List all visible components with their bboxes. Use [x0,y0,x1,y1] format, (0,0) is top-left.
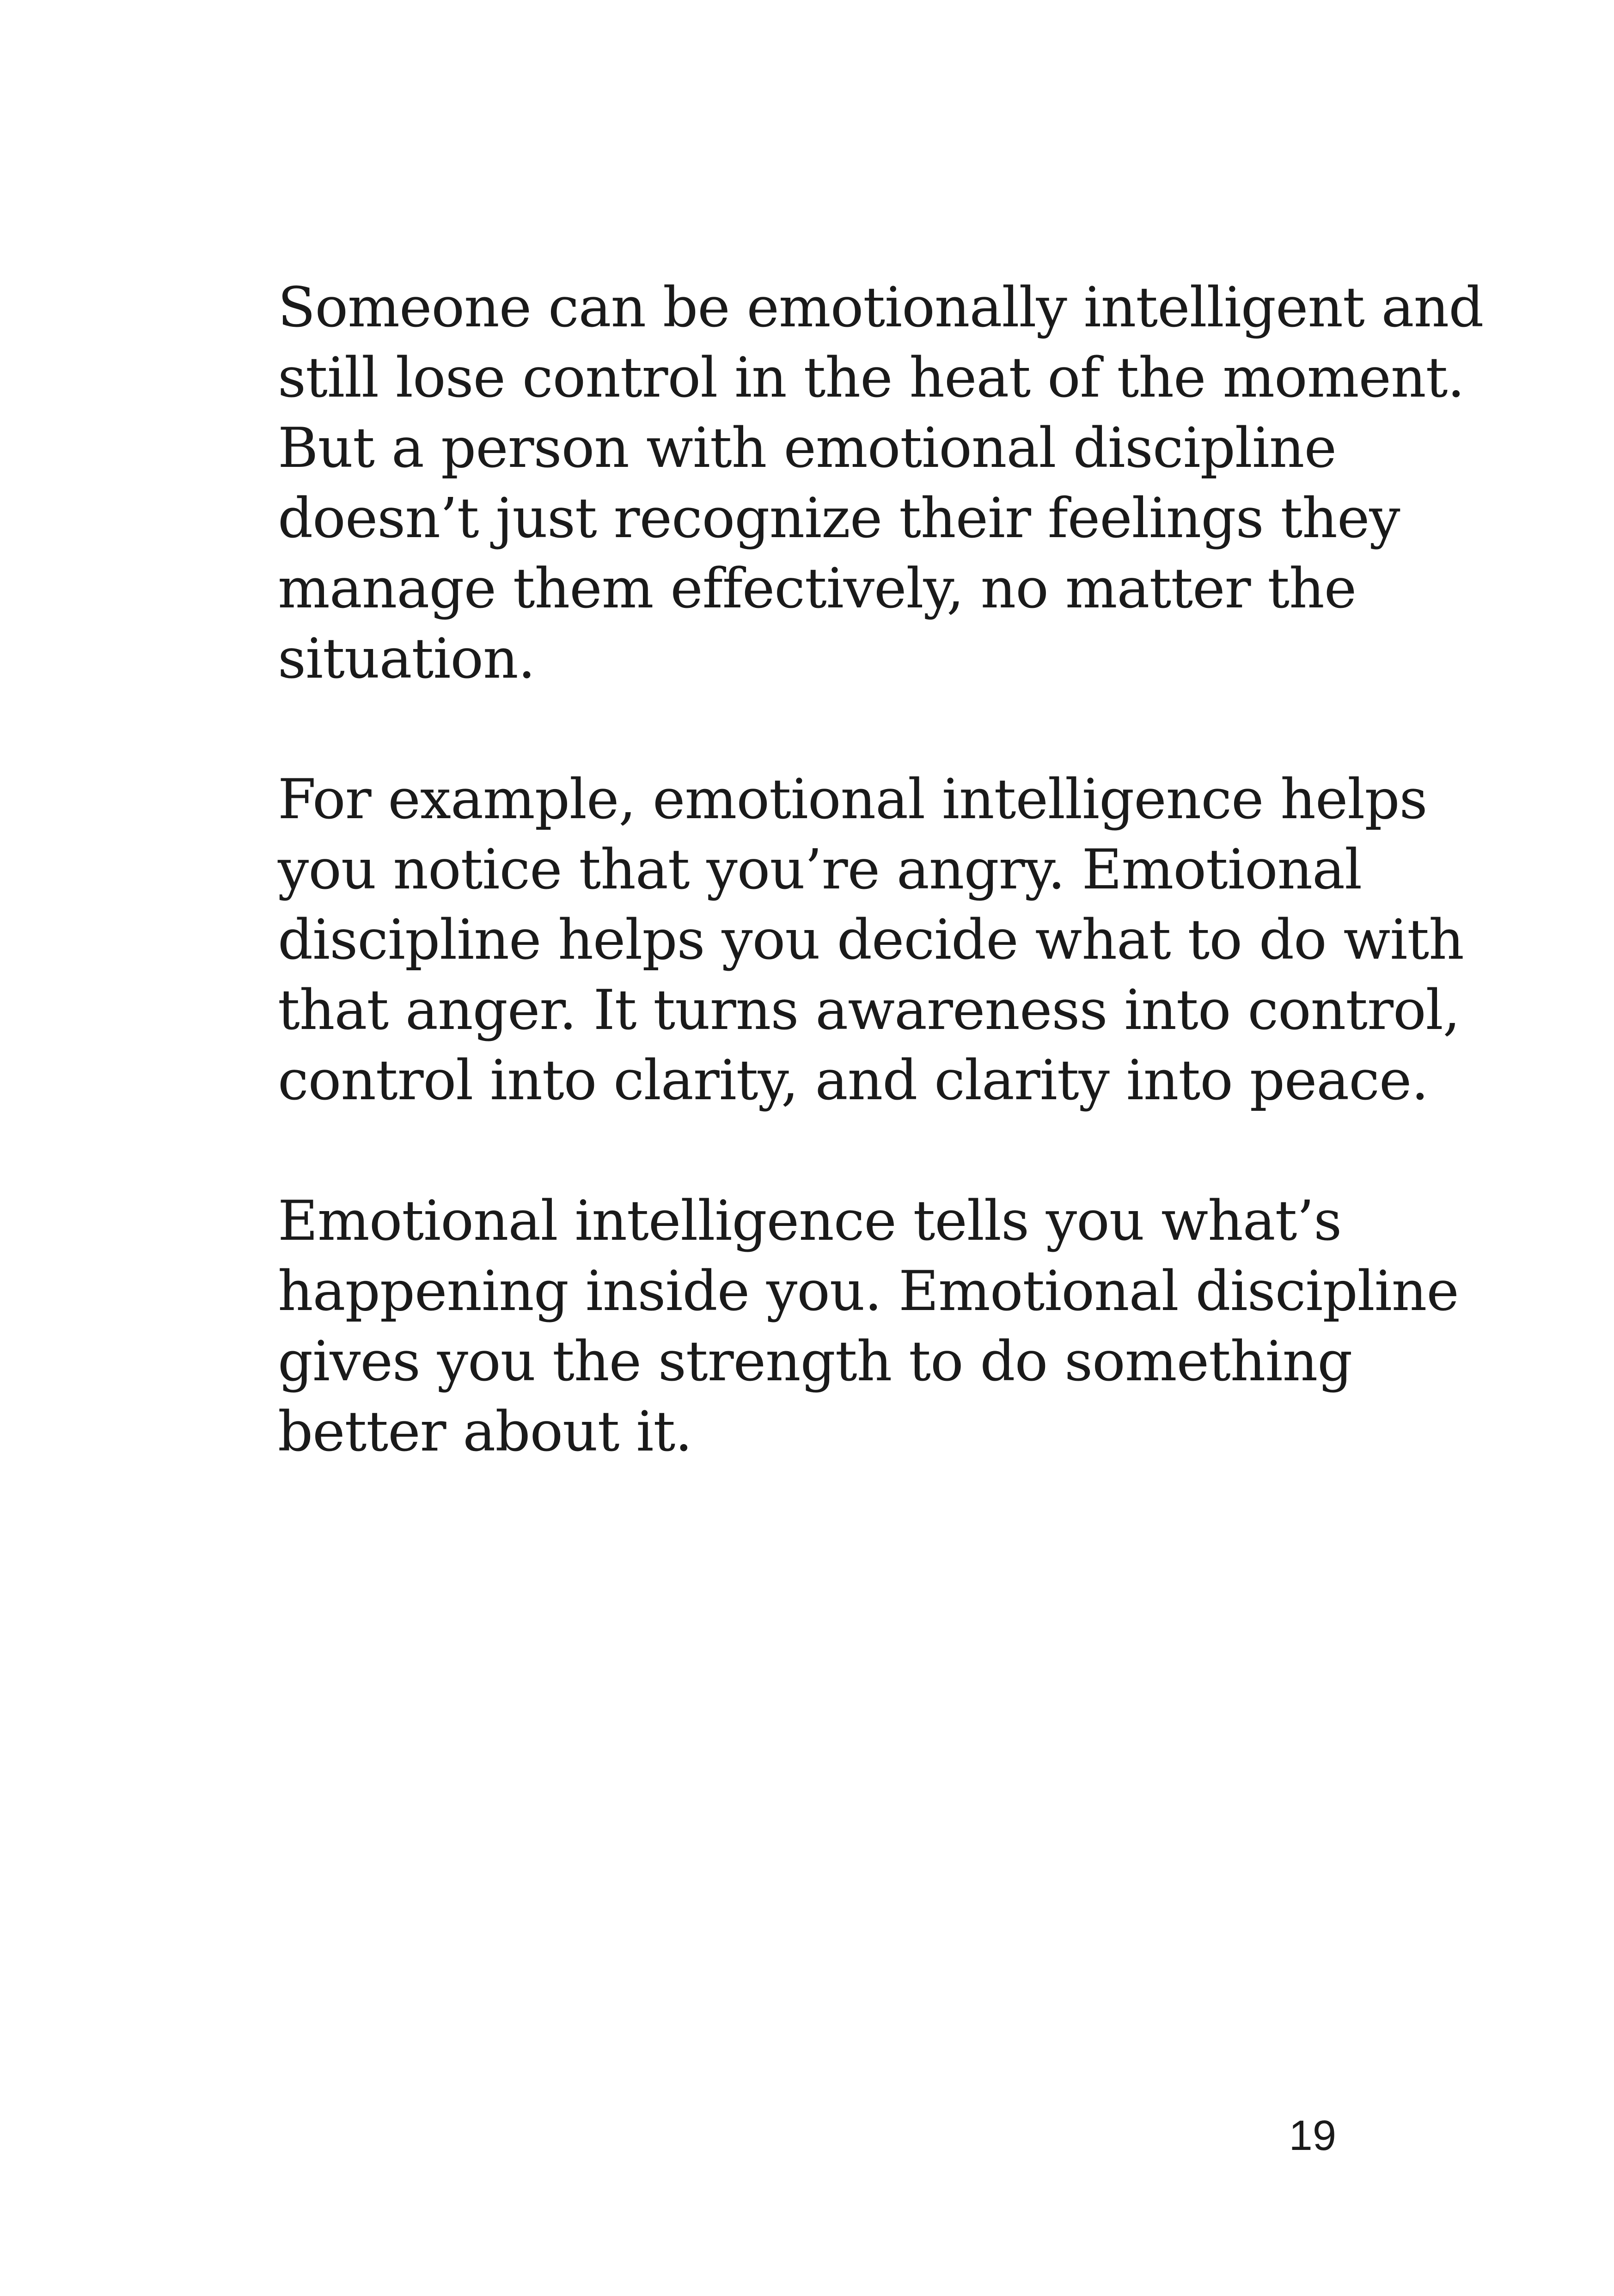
text-line: you notice that you’re angry. Emotional [278,838,1362,902]
text-line: Someone can be emotionally intelligent and [278,276,1484,340]
text-line: that anger. It turns awareness into control, [278,979,1460,1042]
paragraph-2 [278,765,1464,1116]
text-line: gives you the strength to do something [278,1330,1352,1394]
text-line: doesn’t just recognize their feelings they [278,487,1400,551]
text-line: manage them effectively, no matter the [278,557,1357,621]
text-line: discipline helps you decide what to do with [278,908,1464,972]
paragraph-3 [278,1186,1459,1467]
text-line: Emotional intelligence tells you what’s [278,1189,1342,1253]
paragraph-1 [278,273,1484,694]
page-number: 19 [1289,2112,1336,2159]
text-line: For example, emotional intelligence helps [278,768,1427,832]
body-text [278,273,1484,1467]
text-line: happening inside you. Emotional discipline [278,1260,1459,1323]
text-line: situation. [278,627,535,691]
text-line: better about it. [278,1400,692,1464]
text-line: control into clarity, and clarity into peace. [278,1049,1429,1113]
text-line: still lose control in the heat of the moment. [278,346,1465,410]
text-line: But a person with emotional discipline [278,416,1336,480]
